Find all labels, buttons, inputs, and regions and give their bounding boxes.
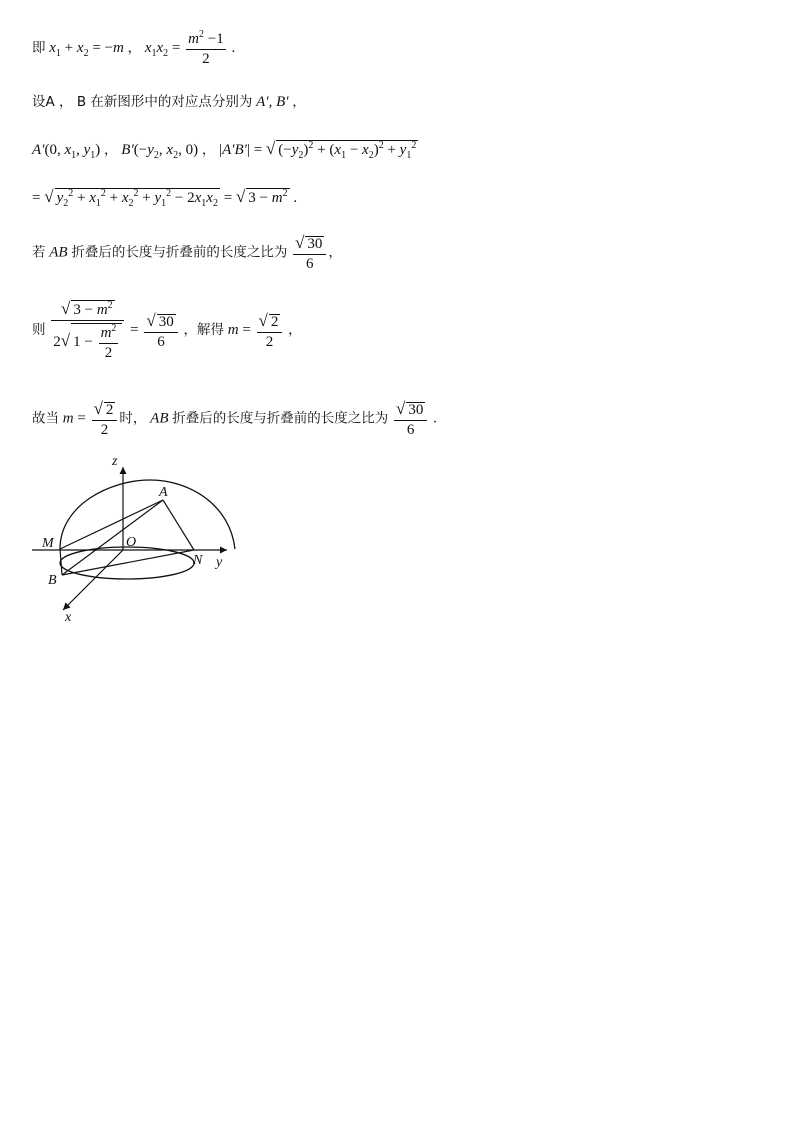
x-axis [63, 550, 123, 610]
segment-BN [62, 550, 194, 575]
equation-line-5: 若 AB 折叠后的长度与折叠前的长度之比为 $\frac{√ 30}{6}$ ， [32, 233, 342, 272]
equation-line-7: 故当 m = $\frac{√ 2}{2}$ 时， AB 折叠后的长度与折叠前的长度之比为 $\frac{√ 30}{6}$ . [32, 399, 437, 438]
equation-line-3: A′(0, $x_1$, $y_1$) ， $B'(-y_2$, $x_2$, 0) ， |A′B′| = √ $(-y_2)^2 + (x_1 - x_2)^2 + y_1^2$ [32, 139, 417, 161]
segment-BA [62, 500, 163, 575]
label-x: x [65, 610, 72, 625]
label-N: N [193, 553, 203, 568]
fold-geometry-figure [20, 445, 250, 635]
label-M: M [42, 536, 54, 551]
label-O: O [126, 535, 137, 550]
equation-line-1: 即 $x_1 + x_2 = -m$ ， $x_1x_2$ = $\frac{m^2 -1}{2}$ . [32, 29, 236, 67]
equation-line-2: 设A ， B 在新图形中的对应点分别为 A′, B′ ， [32, 94, 306, 110]
segment-AN [163, 500, 194, 550]
segment-MA [60, 500, 163, 549]
upper-arc [60, 480, 235, 549]
label-B: B [48, 573, 57, 588]
label-y: y [216, 555, 223, 570]
equation-line-6: 则 √ $3 - m^2$ 2√ 1 − $\frac{m^2}{2}$ = $\frac{√ 30}{6}$ ，解得 m = $\frac{√ 2}{2}$ ， [32, 299, 302, 361]
equation-line-4: = √ $y_2^2 + x_1^2 + x_2^2 + y_1^2 - 2x_1x_2$ = √ $3 - m^2$ . [32, 187, 298, 209]
label-z: z [112, 454, 118, 469]
label-A: A [159, 485, 168, 500]
